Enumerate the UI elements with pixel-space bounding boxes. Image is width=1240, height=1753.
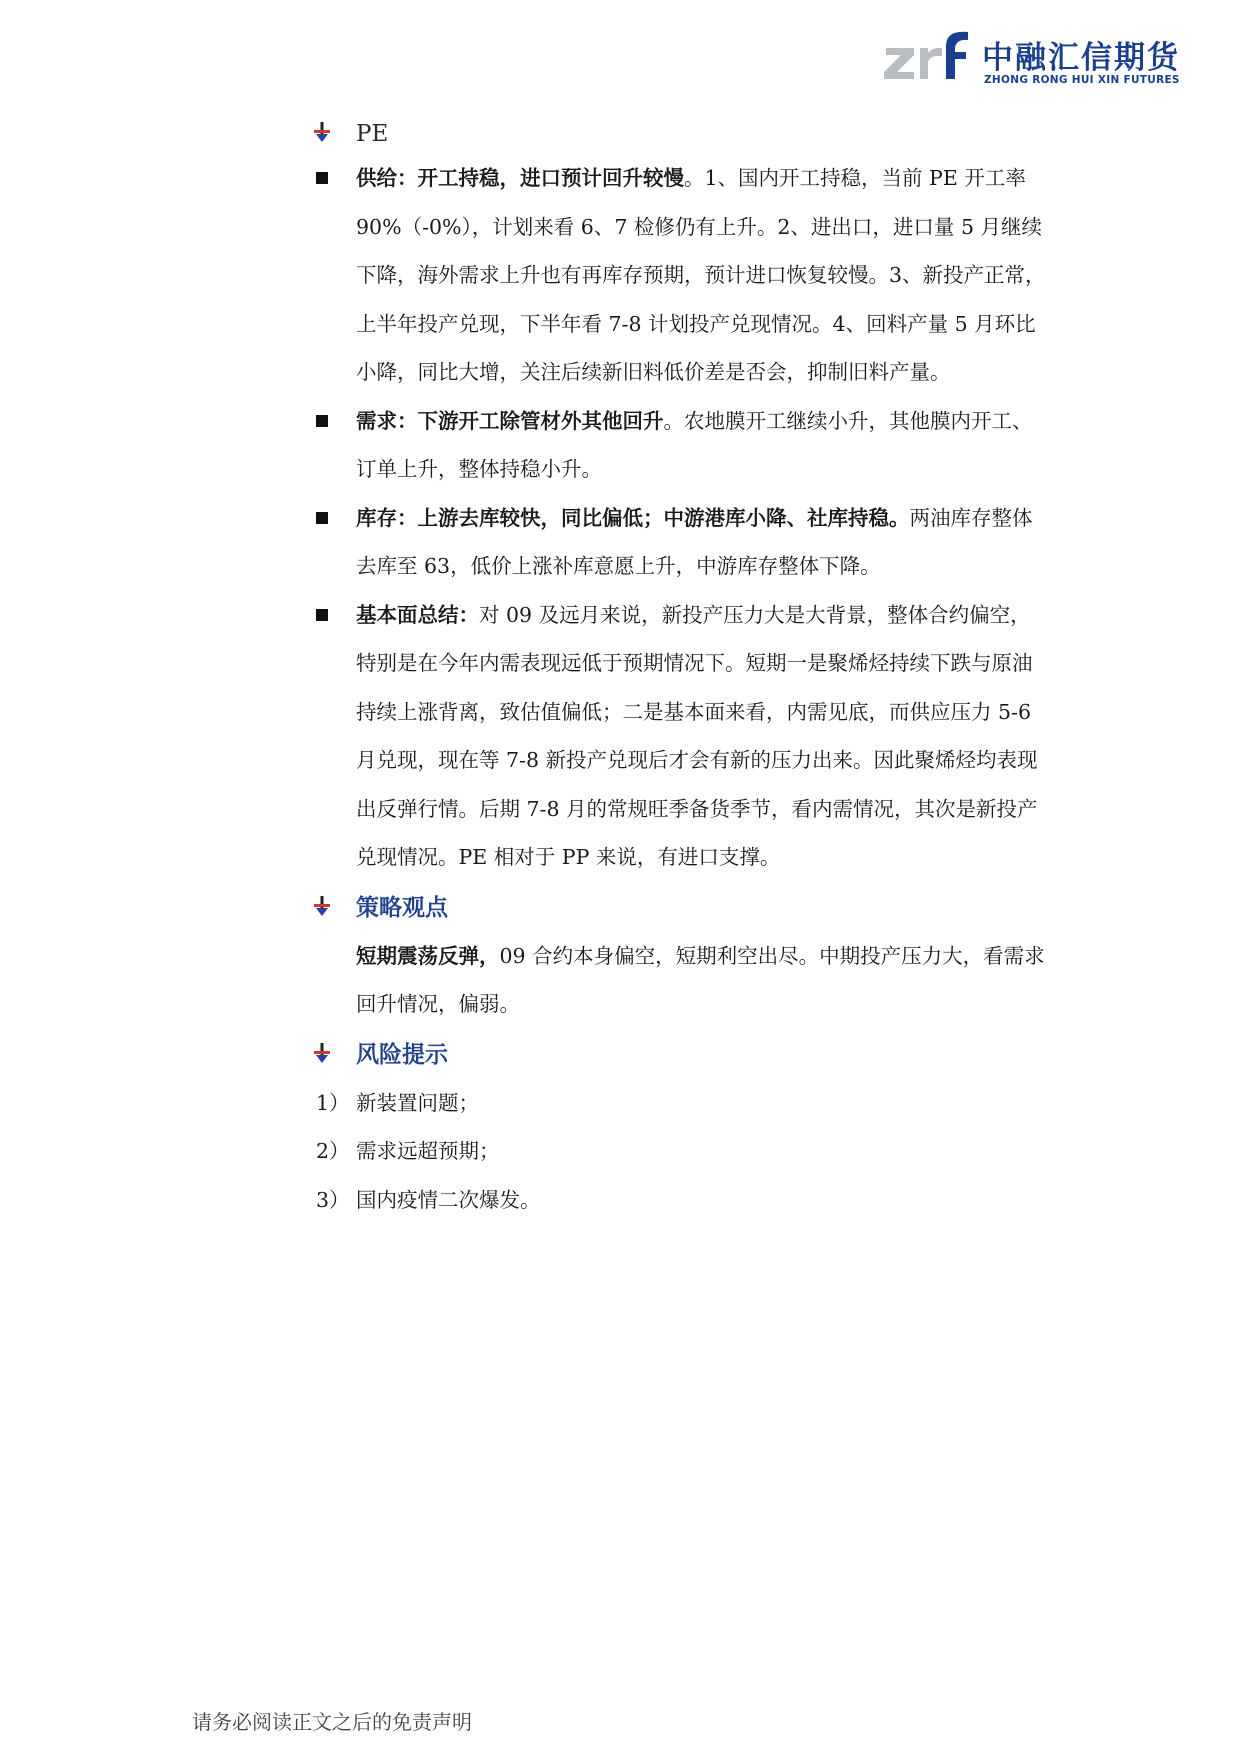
section-title-strategy: 策略观点	[356, 894, 448, 921]
risk-text: 新装置问题；	[356, 1090, 479, 1115]
section-heading-strategy	[356, 882, 1046, 932]
risk-number: 1）	[316, 1090, 350, 1115]
strategy-heading: 短期震荡反弹，	[356, 943, 500, 968]
section-title-risk: 风险提示	[356, 1041, 448, 1068]
logo-mark-icon	[880, 28, 980, 94]
bullet-summary	[356, 591, 1046, 882]
strategy-paragraph	[356, 932, 1046, 1029]
risk-item	[316, 1079, 1046, 1128]
footer-disclaimer: 请务必阅读正文之后的免责声明	[192, 1710, 472, 1734]
section-arrow-icon	[312, 896, 332, 918]
bullet-supply	[356, 154, 1046, 397]
company-logo	[880, 28, 1180, 94]
square-bullet-icon	[316, 512, 328, 524]
report-body	[316, 108, 1046, 1224]
risk-text: 国内疫情二次爆发。	[356, 1187, 541, 1212]
strategy-text: 09 合约本身偏空，短期利空出尽。中期投产压力大，看需求回升情况，偏弱。	[356, 943, 1045, 1016]
risk-text: 需求远超预期；	[356, 1139, 500, 1163]
logo-text-cn: 中融汇信期货	[982, 40, 1180, 76]
demand-text: 。农地膜开工继续小升，其他膜内开工、订单上升，整体持稳小升。	[356, 408, 1033, 481]
risk-number: 2）	[316, 1139, 350, 1163]
supply-text: 。1、国内开工持稳，当前 PE 开工率 90%（-0%），计划来看 6、7 检修仍有上升。2、进出口，进口量 5 月继续下降，海外需求上升也有再库存预期，预计进口恢复较慢。3、新投产正常，上半年投产兑现，下半年看 7-8 计划投产兑现情况。4、回料产量 5 月环比小降，同比大增，关注后续新旧料低价差是否会，抑制旧料产量。	[356, 166, 1046, 384]
square-bullet-icon	[316, 172, 328, 184]
square-bullet-icon	[316, 609, 328, 621]
bullet-inventory	[356, 494, 1046, 591]
section-title-pe: PE	[356, 121, 389, 147]
inventory-text: 两油库存整体去库至 63，低价上涨补库意愿上升，中游库存整体下降。	[356, 505, 1033, 578]
square-bullet-icon	[316, 415, 328, 427]
summary-heading: 基本面总结：	[356, 602, 479, 627]
logo-text-en: ZHONG RONG HUI XIN FUTURES	[984, 74, 1180, 86]
supply-heading: 供给：开工持稳，进口预计回升较慢	[356, 166, 684, 190]
summary-text: 对 09 及远月来说，新投产压力大是大背景，整体合约偏空，特别是在今年内需表现远低于预期情况下。短期一是聚烯烃持续下跌与原油持续上涨背离，致估值偏低；二是基本面来看，内需见底，而供应压力 5-6 月兑现，现在等 7-8 新投产兑现后才会有新的压力出来。因此聚烯烃均表现出反弹行情。后期 7-8 月的常规旺季备货季节，看内需情况，其次是新投产兑现情况。PE 相对于 PP 来说，有进口支撑。	[356, 602, 1038, 869]
section-arrow-icon	[312, 1043, 332, 1065]
inventory-heading: 库存：上游去库较快，同比偏低；中游港库小降、社库持稳。	[356, 505, 910, 530]
section-heading-risk	[356, 1029, 1046, 1079]
demand-heading: 需求：下游开工除管材外其他回升	[356, 408, 664, 433]
risk-number: 3）	[316, 1187, 350, 1212]
section-heading-pe	[356, 108, 1046, 158]
risk-item	[316, 1176, 1046, 1225]
bullet-demand	[356, 397, 1046, 494]
risk-item	[316, 1127, 1046, 1176]
section-arrow-icon	[312, 122, 332, 144]
